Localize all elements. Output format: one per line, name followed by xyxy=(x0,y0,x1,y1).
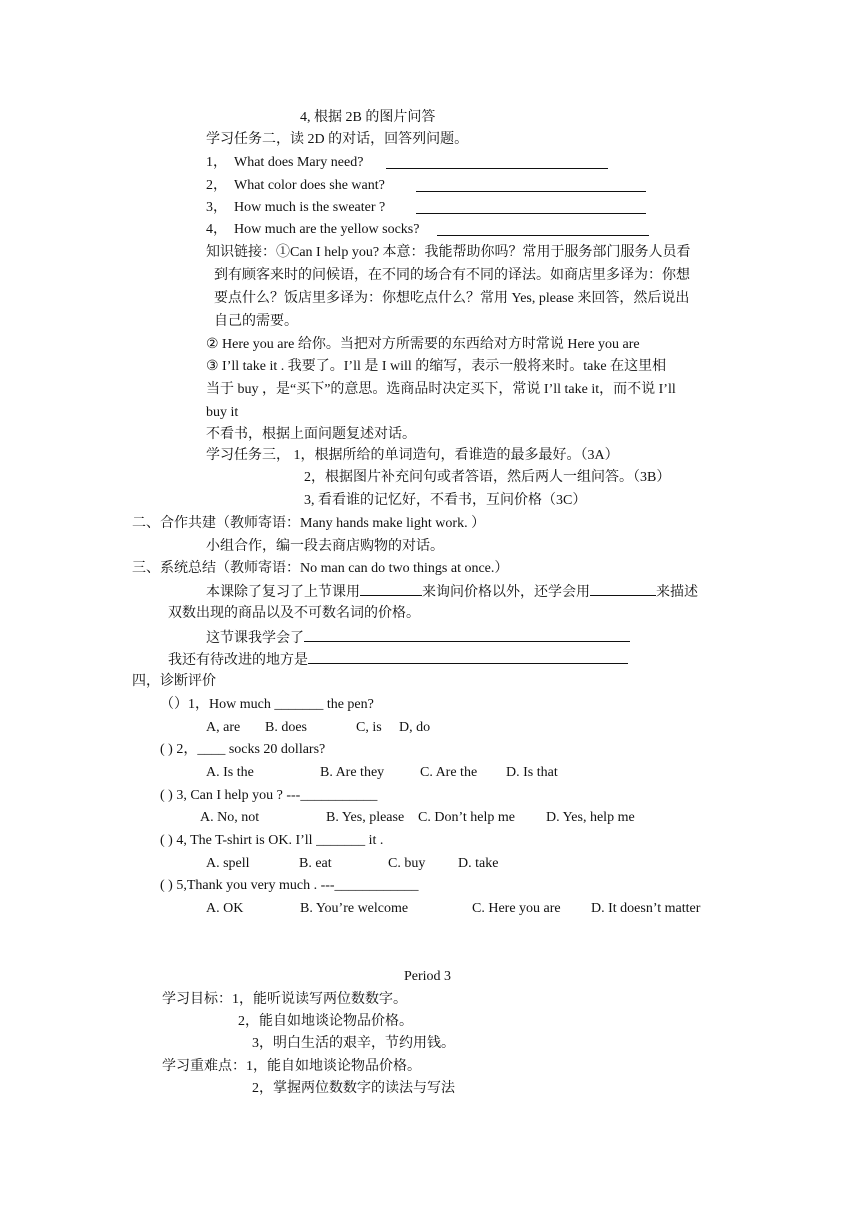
summary-line-3 xyxy=(206,627,630,647)
summary-line-2: 双数出现的商品以及不可数名词的价格。 xyxy=(168,606,420,621)
goal-item: 2，能自如地谈论物品价格。 xyxy=(238,1014,413,1029)
retell-instruction: 不看书，根据上面问题复述对话。 xyxy=(206,427,416,442)
question-text: What color does she want? xyxy=(234,178,385,193)
option[interactable]: A. spell xyxy=(206,856,250,871)
task3-line: 2，根据图片补充问句或者答语，然后两人一组问答。（3B） xyxy=(304,470,671,485)
quiz-question-2: ( ) 2，____ socks 20 dollars? xyxy=(160,742,326,757)
option[interactable]: B. Are they xyxy=(320,765,385,780)
option[interactable]: C, is xyxy=(356,720,382,735)
quiz-question-1: （）1，How much _______ the pen? xyxy=(160,697,374,712)
quiz-options-2 xyxy=(206,763,586,783)
option[interactable]: B. Yes, please xyxy=(326,810,405,825)
quiz-options-1 xyxy=(206,718,466,738)
goal-item: 3，明白生活的艰辛，节约用钱。 xyxy=(252,1036,455,1051)
quiz-question-4: ( ) 4, The T-shirt is OK. I’ll _______ it . xyxy=(160,833,384,848)
question-text: What does Mary need? xyxy=(234,155,364,170)
knowledge-line: 当于 buy ，是“买下”的意思。选商品时决定买下，常说 I’ll take it，而不说 I’ll xyxy=(206,382,676,397)
summary-text: 来描述 xyxy=(656,585,698,600)
knowledge-line: buy it xyxy=(206,405,239,420)
option[interactable]: B. does xyxy=(265,720,307,735)
option[interactable]: C. buy xyxy=(388,856,426,871)
summary-text: 这节课我学会了 xyxy=(206,631,304,646)
task2-title: 学习任务二，读 2D 的对话，回答列问题。 xyxy=(206,132,469,147)
summary-blank-2[interactable] xyxy=(590,581,656,596)
question-text: How much is the sweater ? xyxy=(234,200,386,215)
option[interactable]: C. Here you are xyxy=(472,901,561,916)
knowledge-line: 自己的需要。 xyxy=(214,314,298,329)
option[interactable]: A, are xyxy=(206,720,241,735)
quiz-question-5: ( ) 5,Thank you very much . ---____________ xyxy=(160,878,419,893)
quiz-options-4 xyxy=(206,854,526,874)
quiz-options-5 xyxy=(206,899,726,919)
option[interactable]: B. You’re welcome xyxy=(300,901,409,916)
section-2-title: 二、合作共建（教师寄语：Many hands make light work. ） xyxy=(132,516,486,531)
question-2 xyxy=(206,176,385,196)
question-3 xyxy=(206,198,385,218)
learned-blank[interactable] xyxy=(304,627,630,642)
summary-line-4 xyxy=(168,649,628,669)
section-4-title: 四，诊断评价 xyxy=(132,674,216,689)
question-number: 1， xyxy=(206,155,227,170)
question-4 xyxy=(206,220,419,240)
goals-label: 学习目标：1，能听说读写两位数数字。 xyxy=(162,992,407,1007)
quiz-question-3: ( ) 3, Can I help you ? ---___________ xyxy=(160,788,378,803)
knowledge-line: ③ I’ll take it . 我要了。I’ll 是 I will 的缩写，表示一般将来时。take 在这里相 xyxy=(206,359,667,374)
question-1 xyxy=(206,153,363,173)
option[interactable]: A. OK xyxy=(206,901,244,916)
summary-blank-1[interactable] xyxy=(360,581,422,596)
section-2-body: 小组合作，编一段去商店购物的对话。 xyxy=(206,539,444,554)
section-3-title: 三、系统总结（教师寄语：No man can do two things at once.） xyxy=(132,561,509,576)
knowledge-line: 知识链接：①Can I help you? 本意：我能帮助你吗？常用于服务部门服务人员看 xyxy=(206,245,691,260)
option[interactable]: D. Is that xyxy=(506,765,558,780)
answer-blank-4[interactable] xyxy=(437,221,649,236)
key-point-item: 2，掌握两位数数字的读法与写法 xyxy=(252,1081,455,1096)
knowledge-line: 要点什么？饭店里多译为：你想吃点什么？常用 Yes, please 来回答，然后说出 xyxy=(214,291,690,306)
task3-line: 学习任务三， 1，根据所给的单词造句，看谁造的最多最好。（3A） xyxy=(206,448,619,463)
summary-text: 来询问价格以外，还学会用 xyxy=(422,585,590,600)
summary-text: 本课除了复习了上节课用 xyxy=(206,585,360,600)
question-text: How much are the yellow socks? xyxy=(234,222,420,237)
question-number: 2， xyxy=(206,178,227,193)
task3-line: 3, 看看谁的记忆好，不看书，互问价格（3C） xyxy=(304,493,587,508)
knowledge-line: 到有顾客来时的问候语，在不同的场合有不同的译法。如商店里多译为：你想 xyxy=(214,268,690,283)
question-number: 4， xyxy=(206,222,227,237)
key-points-label: 学习重难点：1，能自如地谈论物品价格。 xyxy=(162,1059,421,1074)
option[interactable]: C. Are the xyxy=(420,765,478,780)
option[interactable]: D. take xyxy=(458,856,499,871)
option[interactable]: D. It doesn’t matter xyxy=(591,901,701,916)
option[interactable]: D. Yes, help me xyxy=(546,810,635,825)
answer-blank-1[interactable] xyxy=(386,154,608,169)
summary-line-1 xyxy=(206,581,698,601)
option[interactable]: D, do xyxy=(399,720,431,735)
quiz-options-3 xyxy=(200,808,660,828)
answer-blank-2[interactable] xyxy=(416,177,646,192)
period-title: Period 3 xyxy=(404,969,452,984)
question-number: 3， xyxy=(206,200,227,215)
option[interactable]: A. No, not xyxy=(200,810,260,825)
summary-text: 我还有待改进的地方是 xyxy=(168,653,308,668)
knowledge-line: ② Here you are 给你。当把对方所需要的东西给对方时常说 Here you are xyxy=(206,337,640,352)
option[interactable]: A. Is the xyxy=(206,765,254,780)
answer-blank-3[interactable] xyxy=(416,199,646,214)
heading-2b: 4, 根据 2B 的图片问答 xyxy=(300,110,436,125)
option[interactable]: C. Don’t help me xyxy=(418,810,515,825)
improve-blank[interactable] xyxy=(308,649,628,664)
option[interactable]: B. eat xyxy=(299,856,332,871)
